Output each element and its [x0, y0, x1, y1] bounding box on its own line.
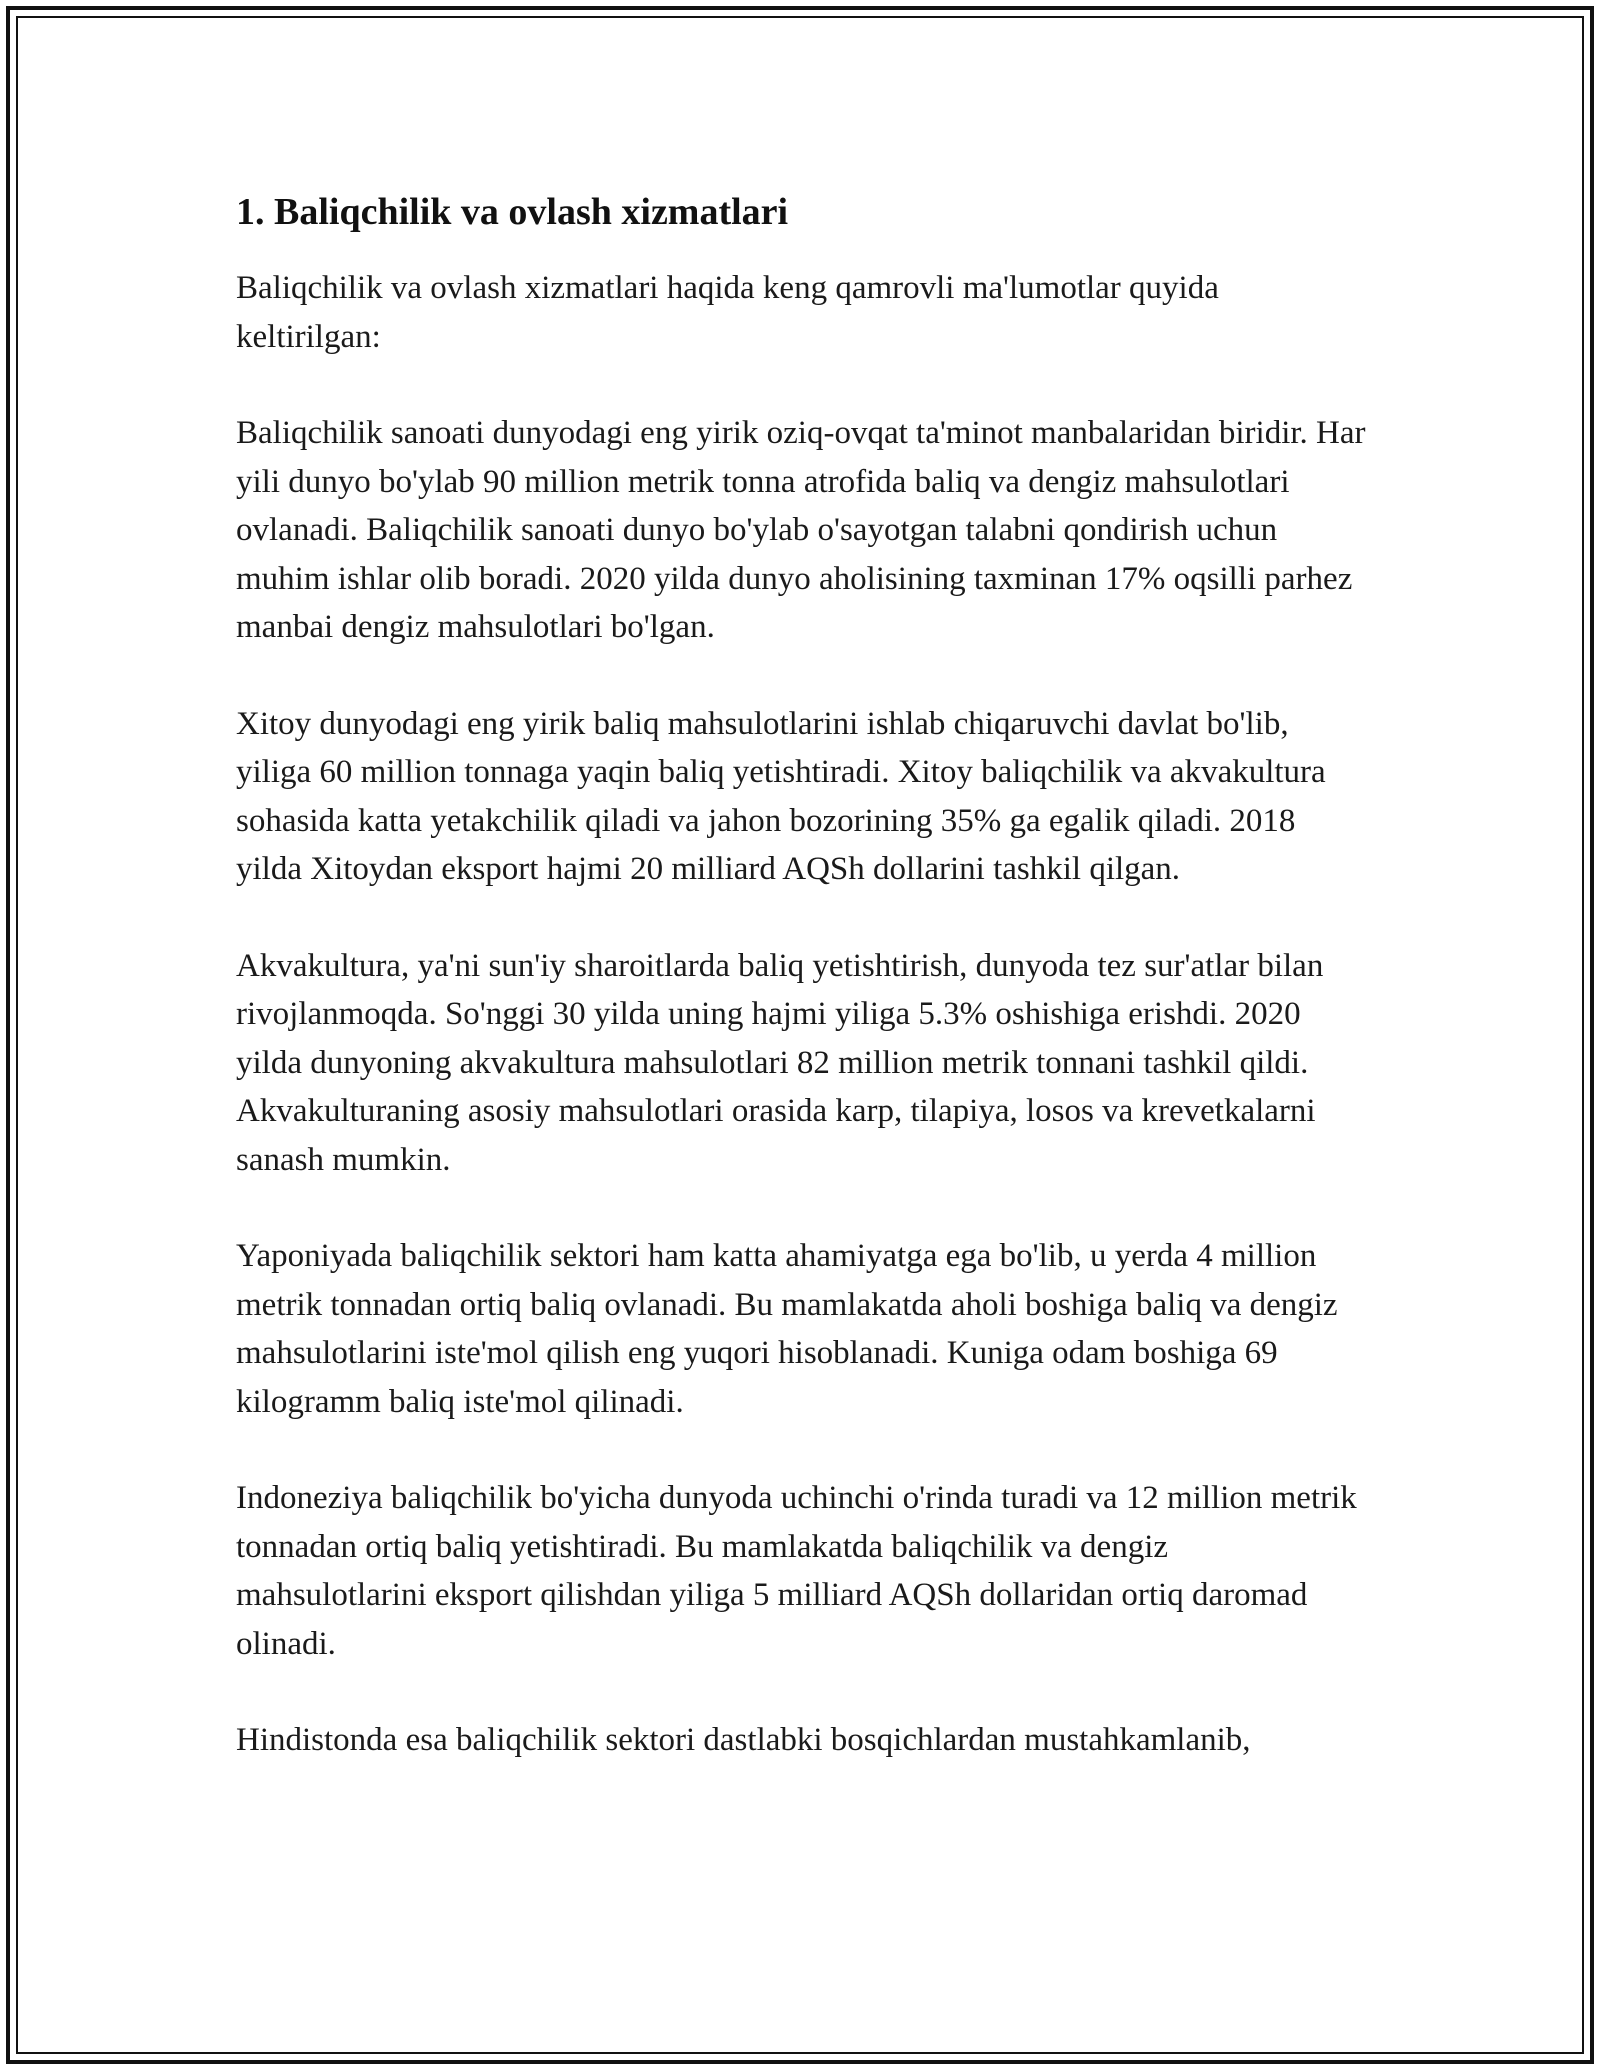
paragraph-japan: Yaponiyada baliqchilik sektori ham katta ahamiyatga ega bo'lib, u yerda 4 million metrik tonnadan ortiq baliq ovlanadi. Bu mamlakatda aholi boshiga baliq va dengiz mahsulotlarini iste'mol qilish eng yuqori hisoblanadi. Kuniga odam boshiga 69 kilogramm baliq iste'mol qilinadi. — [236, 1238, 1338, 1420]
paragraph-fishing-industry: Baliqchilik sanoati dunyodagi eng yirik oziq-ovqat ta'minot manbalaridan biridir. Har yili dunyo bo'ylab 90 million metrik tonna atrofida baliq va dengiz mahsulotlari ovlanadi. Baliqchilik sanoati dunyo bo'ylab o'sayotgan talabni qondirish uchun muhim ishlar olib boradi. 2020 yilda dunyo aholisining taxminan 17% oqsilli parhez manbai dengiz mahsulotlari bo'lgan. — [236, 415, 1366, 645]
paragraph-indonesia: Indoneziya baliqchilik bo'yicha dunyoda uchinchi o'rinda turadi va 12 million metrik tonnadan ortiq baliq yetishtiradi. Bu mamlakatda baliqchilik va dengiz mahsulotlarini eksport qilishdan yiliga 5 milliard AQSh dollaridan ortiq daromad olinadi. — [236, 1480, 1357, 1662]
section-heading: 1. Baliqchilik va ovlash xizmatlari — [236, 191, 789, 233]
paragraph-intro: Baliqchilik va ovlash xizmatlari haqida keng qamrovli ma'lumotlar quyida keltirilgan: — [236, 270, 1219, 355]
document-body — [236, 186, 1366, 1813]
paragraph-china: Xitoy dunyodagi eng yirik baliq mahsulotlarini ishlab chiqaruvchi davlat bo'lib, yiliga 60 million tonnaga yaqin baliq yetishtiradi. Xitoy baliqchilik va akvakultura sohasida katta yetakchilik qiladi va jahon bozorining 35% ga egalik qiladi. 2018 yilda Xitoydan eksport hajmi 20 milliard AQSh dollarini tashkil qilgan. — [236, 705, 1326, 887]
paragraph-india: Hindistonda esa baliqchilik sektori dastlabki bosqichlardan mustahkamlanib, — [236, 1722, 1251, 1758]
paragraph-aquaculture: Akvakultura, ya'ni sun'iy sharoitlarda baliq yetishtirish, dunyoda tez sur'atlar bilan rivojlanmoqda. So'nggi 30 yilda uning hajmi yiliga 5.3% oshishiga erishdi. 2020 yilda dunyoning akvakultura mahsulotlari 82 million metrik tonnani tashkil qildi. Akvakulturaning asosiy mahsulotlari orasida karp, tilapiya, losos va krevetkalarni sanash mumkin. — [236, 947, 1324, 1178]
